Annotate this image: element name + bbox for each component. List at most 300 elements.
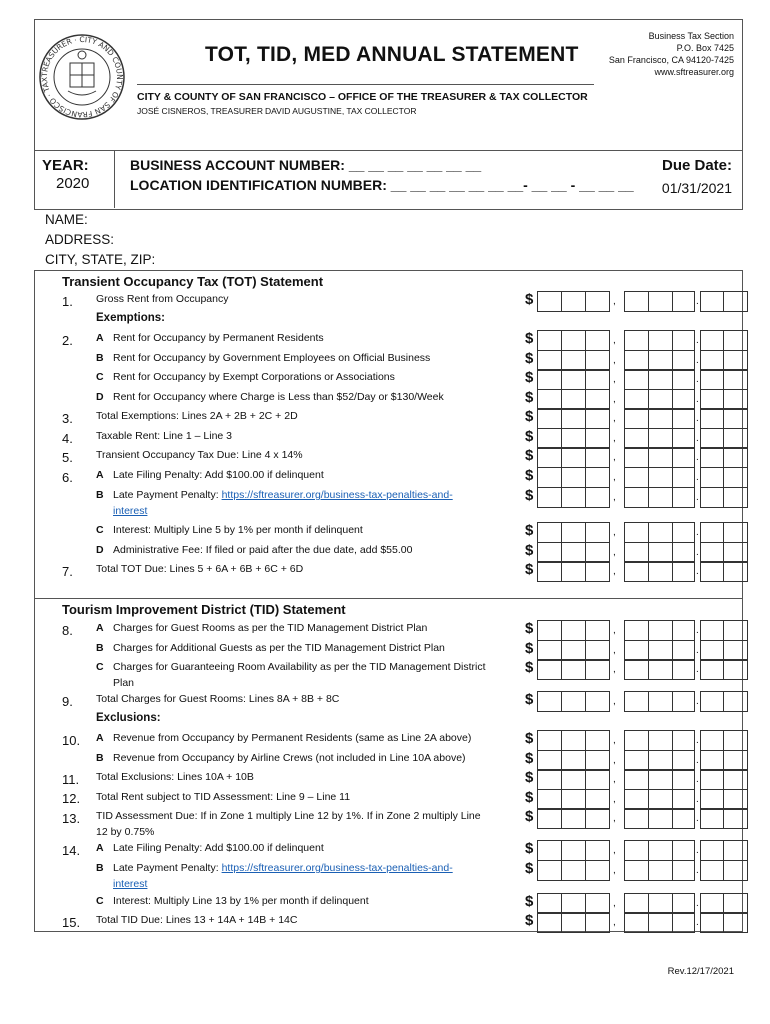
digit-cell[interactable] (537, 769, 562, 790)
digit-cell[interactable] (624, 467, 649, 488)
digit-cell[interactable] (648, 789, 673, 810)
amount-box[interactable] (523, 860, 723, 880)
digit-cell[interactable] (672, 428, 695, 449)
cents-cell[interactable] (700, 620, 724, 641)
cents-cell[interactable] (723, 620, 748, 641)
digit-cell[interactable] (624, 561, 649, 582)
digit-cell[interactable] (585, 769, 610, 790)
line-number: 14. (62, 843, 81, 858)
amount-box[interactable] (523, 522, 723, 542)
digit-cell[interactable] (624, 769, 649, 790)
digit-cell[interactable] (585, 730, 610, 751)
line-number: 2. (62, 333, 73, 348)
digit-cell[interactable] (672, 350, 695, 371)
amount-box[interactable] (523, 369, 723, 389)
digit-cell[interactable] (672, 447, 695, 468)
address-field[interactable]: ADDRESS: (45, 232, 115, 247)
penalties-link[interactable]: https://sftreasurer.org/business-tax-penalties-and- (221, 489, 453, 501)
amount-box[interactable] (523, 789, 723, 809)
digit-cell[interactable] (648, 522, 673, 543)
digit-cell[interactable] (624, 369, 649, 390)
cents-cell[interactable] (723, 291, 748, 312)
exclusions-heading: Exclusions: (96, 712, 161, 724)
digit-cell[interactable] (672, 912, 695, 933)
cents-cell[interactable] (723, 691, 748, 712)
digit-cell[interactable] (624, 730, 649, 751)
line-number: 12. (62, 791, 81, 806)
title-underline (137, 84, 594, 85)
amount-box[interactable] (523, 691, 723, 711)
digit-cell[interactable] (585, 542, 610, 563)
digit-cell[interactable] (624, 808, 649, 829)
cents-cell[interactable] (700, 350, 724, 371)
digit-cell[interactable] (561, 893, 586, 914)
dollar-sign: $ (525, 447, 534, 464)
digit-cell[interactable] (624, 408, 649, 429)
line-8a-label: Charges for Guest Rooms as per the TID Management District Plan (113, 622, 428, 634)
amount-box[interactable] (523, 808, 723, 828)
business-account-number[interactable]: BUSINESS ACCOUNT NUMBER: __ __ __ __ __ __ __ (130, 157, 482, 173)
amount-box[interactable] (523, 487, 723, 507)
digit-cell[interactable] (672, 291, 695, 312)
digit-cell[interactable] (624, 487, 649, 508)
digit-cell[interactable] (624, 750, 649, 771)
digit-cell[interactable] (537, 487, 562, 508)
digit-cell[interactable] (585, 522, 610, 543)
digit-cell[interactable] (537, 620, 562, 641)
digit-cell[interactable] (672, 561, 695, 582)
digit-cell[interactable] (537, 730, 562, 751)
line-7-label: Total TOT Due: Lines 5 + 6A + 6B + 6C + 6D (96, 563, 304, 575)
location-identification-number[interactable]: LOCATION IDENTIFICATION NUMBER: __ __ __ __ __ __ __- __ __ - __ __ __ (130, 177, 634, 193)
digit-cell[interactable] (537, 840, 562, 861)
dollar-sign: $ (525, 808, 534, 825)
cents-cell[interactable] (723, 750, 748, 771)
digit-cell[interactable] (561, 789, 586, 810)
amount-box[interactable] (523, 893, 723, 913)
digit-cell[interactable] (648, 691, 673, 712)
cents-cell[interactable] (700, 467, 724, 488)
digit-cell[interactable] (561, 291, 586, 312)
cents-cell[interactable] (700, 389, 724, 410)
digit-cell[interactable] (537, 640, 562, 661)
amount-box[interactable] (523, 750, 723, 770)
cents-cell[interactable] (700, 428, 724, 449)
cents-cell[interactable] (723, 330, 748, 351)
digit-cell[interactable] (561, 467, 586, 488)
digit-cell[interactable] (672, 522, 695, 543)
digit-cell[interactable] (585, 467, 610, 488)
digit-cell[interactable] (672, 769, 695, 790)
digit-cell[interactable] (648, 860, 673, 881)
due-date-value: 01/31/2021 (661, 180, 732, 196)
digit-cell[interactable] (585, 659, 610, 680)
digit-cell[interactable] (537, 522, 562, 543)
amount-box[interactable] (523, 840, 723, 860)
cents-cell[interactable] (700, 730, 724, 751)
digit-cell[interactable] (561, 640, 586, 661)
digit-cell[interactable] (624, 620, 649, 641)
digit-cell[interactable] (561, 691, 586, 712)
dollar-sign: $ (525, 542, 534, 559)
digit-cell[interactable] (585, 750, 610, 771)
decimal-point: . (696, 472, 699, 483)
amount-box[interactable] (523, 659, 723, 679)
digit-cell[interactable] (672, 408, 695, 429)
digit-cell[interactable] (585, 389, 610, 410)
digit-cell[interactable] (672, 789, 695, 810)
digit-cell[interactable] (648, 291, 673, 312)
digit-cell[interactable] (561, 350, 586, 371)
digit-cell[interactable] (672, 369, 695, 390)
cents-cell[interactable] (700, 659, 724, 680)
line-10a-label: Revenue from Occupancy by Permanent Residents (same as Line 2A above) (113, 732, 472, 744)
line-2b-label: Rent for Occupancy by Government Employees on Official Business (113, 352, 431, 364)
digit-cell[interactable] (648, 769, 673, 790)
line-letter: C (96, 661, 104, 673)
line-number: 3. (62, 411, 73, 426)
digit-cell[interactable] (624, 912, 649, 933)
digit-cell[interactable] (561, 487, 586, 508)
decimal-point: . (696, 492, 699, 503)
penalties-link[interactable]: https://sftreasurer.org/business-tax-penalties-and- (221, 862, 453, 874)
digit-cell[interactable] (624, 893, 649, 914)
cents-cell[interactable] (723, 542, 748, 563)
amount-box[interactable] (523, 350, 723, 370)
year-value: 2020 (56, 175, 90, 192)
dollar-sign: $ (525, 389, 534, 406)
digit-cell[interactable] (672, 640, 695, 661)
digit-cell[interactable] (561, 750, 586, 771)
digit-cell[interactable] (624, 350, 649, 371)
line-1-label: Gross Rent from Occupancy (96, 293, 229, 305)
amount-box[interactable] (523, 447, 723, 467)
amount-box[interactable] (523, 291, 723, 311)
digit-cell[interactable] (537, 428, 562, 449)
digit-cell[interactable] (672, 659, 695, 680)
digit-cell[interactable] (585, 330, 610, 351)
digit-cell[interactable] (672, 620, 695, 641)
digit-cell[interactable] (672, 467, 695, 488)
digit-cell[interactable] (585, 860, 610, 881)
amount-box[interactable] (523, 640, 723, 660)
thousands-comma: , (613, 452, 616, 463)
digit-cell[interactable] (672, 389, 695, 410)
dollar-sign: $ (525, 350, 534, 367)
cents-cell[interactable] (700, 561, 724, 582)
cents-cell[interactable] (700, 640, 724, 661)
cents-cell[interactable] (723, 659, 748, 680)
digit-cell[interactable] (537, 291, 562, 312)
digit-cell[interactable] (537, 789, 562, 810)
cents-cell[interactable] (723, 808, 748, 829)
digit-cell[interactable] (561, 561, 586, 582)
cents-cell[interactable] (700, 893, 724, 914)
decimal-point: . (696, 917, 699, 928)
digit-cell[interactable] (561, 428, 586, 449)
dollar-sign: $ (525, 840, 534, 857)
digit-cell[interactable] (672, 860, 695, 881)
digit-cell[interactable] (648, 389, 673, 410)
digit-cell[interactable] (648, 542, 673, 563)
digit-cell[interactable] (537, 542, 562, 563)
digit-cell[interactable] (537, 808, 562, 829)
cents-cell[interactable] (700, 291, 724, 312)
amount-box[interactable] (523, 428, 723, 448)
digit-cell[interactable] (537, 750, 562, 771)
amount-box[interactable] (523, 912, 723, 932)
cents-cell[interactable] (723, 389, 748, 410)
digit-cell[interactable] (537, 893, 562, 914)
thousands-comma: , (613, 755, 616, 766)
digit-cell[interactable] (585, 640, 610, 661)
cents-cell[interactable] (700, 542, 724, 563)
digit-cell[interactable] (585, 447, 610, 468)
cents-cell[interactable] (700, 750, 724, 771)
digit-cell[interactable] (585, 291, 610, 312)
digit-cell[interactable] (585, 808, 610, 829)
digit-cell[interactable] (624, 389, 649, 410)
digit-cell[interactable] (648, 912, 673, 933)
thousands-comma: , (613, 735, 616, 746)
amount-box[interactable] (523, 389, 723, 409)
digit-cell[interactable] (585, 840, 610, 861)
line-4-label: Taxable Rent: Line 1 – Line 3 (96, 430, 233, 442)
digit-cell[interactable] (561, 840, 586, 861)
digit-cell[interactable] (537, 561, 562, 582)
line-number: 10. (62, 733, 81, 748)
digit-cell[interactable] (648, 350, 673, 371)
digit-cell[interactable] (648, 750, 673, 771)
digit-cell[interactable] (537, 408, 562, 429)
digit-cell[interactable] (624, 428, 649, 449)
cents-cell[interactable] (723, 789, 748, 810)
digit-cell[interactable] (537, 350, 562, 371)
digit-cell[interactable] (537, 447, 562, 468)
digit-cell[interactable] (624, 542, 649, 563)
digit-cell[interactable] (648, 408, 673, 429)
digit-cell[interactable] (585, 789, 610, 810)
cents-cell[interactable] (700, 447, 724, 468)
digit-cell[interactable] (648, 369, 673, 390)
digit-cell[interactable] (624, 447, 649, 468)
digit-cell[interactable] (648, 467, 673, 488)
cents-cell[interactable] (700, 808, 724, 829)
digit-cell[interactable] (672, 330, 695, 351)
cents-cell[interactable] (723, 860, 748, 881)
digit-cell[interactable] (585, 408, 610, 429)
cents-cell[interactable] (700, 912, 724, 933)
digit-cell[interactable] (561, 447, 586, 468)
digit-cell[interactable] (648, 840, 673, 861)
city-state-zip-field[interactable]: CITY, STATE, ZIP: (45, 252, 156, 267)
cents-cell[interactable] (723, 447, 748, 468)
cents-cell[interactable] (700, 522, 724, 543)
digit-cell[interactable] (585, 369, 610, 390)
digit-cell[interactable] (537, 467, 562, 488)
cents-cell[interactable] (700, 487, 724, 508)
digit-cell[interactable] (624, 330, 649, 351)
digit-cell[interactable] (624, 640, 649, 661)
digit-cell[interactable] (648, 330, 673, 351)
cents-cell[interactable] (723, 467, 748, 488)
amount-box[interactable] (523, 561, 723, 581)
digit-cell[interactable] (648, 447, 673, 468)
year-divider (114, 150, 115, 208)
digit-cell[interactable] (648, 561, 673, 582)
digit-cell[interactable] (672, 542, 695, 563)
cents-cell[interactable] (700, 369, 724, 390)
digit-cell[interactable] (537, 912, 562, 933)
digit-cell[interactable] (624, 291, 649, 312)
digit-cell[interactable] (648, 659, 673, 680)
digit-cell[interactable] (648, 640, 673, 661)
cents-cell[interactable] (723, 369, 748, 390)
cents-cell[interactable] (723, 428, 748, 449)
digit-cell[interactable] (561, 659, 586, 680)
cents-cell[interactable] (723, 522, 748, 543)
penalties-link-continued[interactable]: interest (113, 878, 148, 890)
digit-cell[interactable] (561, 620, 586, 641)
amount-box[interactable] (523, 542, 723, 562)
dollar-sign: $ (525, 860, 534, 877)
dollar-sign: $ (525, 659, 534, 676)
digit-cell[interactable] (537, 369, 562, 390)
amount-box[interactable] (523, 467, 723, 487)
svg-text:TREASURER · CITY AND COUNTY OF: TREASURER · CITY AND COUNTY OF SAN FRANCISCO · TAX (39, 34, 125, 120)
digit-cell[interactable] (585, 487, 610, 508)
digit-cell[interactable] (624, 840, 649, 861)
agency-name: CITY & COUNTY OF SAN FRANCISCO – OFFICE OF THE TREASURER & TAX COLLECTOR (137, 91, 588, 103)
cents-cell[interactable] (723, 487, 748, 508)
digit-cell[interactable] (561, 912, 586, 933)
line-6d-label: Administrative Fee: If filed or paid after the due date, add $55.00 (113, 544, 413, 556)
cents-cell[interactable] (723, 893, 748, 914)
decimal-point: . (696, 755, 699, 766)
thousands-comma: , (613, 625, 616, 636)
digit-cell[interactable] (561, 542, 586, 563)
digit-cell[interactable] (561, 369, 586, 390)
digit-cell[interactable] (537, 389, 562, 410)
digit-cell[interactable] (585, 428, 610, 449)
digit-cell[interactable] (585, 893, 610, 914)
digit-cell[interactable] (561, 860, 586, 881)
digit-cell[interactable] (624, 789, 649, 810)
cents-cell[interactable] (723, 408, 748, 429)
digit-cell[interactable] (672, 487, 695, 508)
digit-cell[interactable] (672, 893, 695, 914)
cents-cell[interactable] (700, 691, 724, 712)
digit-cell[interactable] (561, 389, 586, 410)
digit-cell[interactable] (624, 860, 649, 881)
line-14b-text: Late Payment Penalty: (113, 862, 222, 874)
digit-cell[interactable] (585, 561, 610, 582)
thousands-comma: , (613, 566, 616, 577)
digit-cell[interactable] (648, 730, 673, 751)
amount-box[interactable] (523, 730, 723, 750)
line-number: 5. (62, 450, 73, 465)
cents-cell[interactable] (700, 408, 724, 429)
amount-box[interactable] (523, 408, 723, 428)
cents-cell[interactable] (700, 330, 724, 351)
header-divider (34, 150, 742, 151)
digit-cell[interactable] (537, 330, 562, 351)
cents-cell[interactable] (700, 860, 724, 881)
digit-cell[interactable] (537, 691, 562, 712)
digit-cell[interactable] (561, 730, 586, 751)
digit-cell[interactable] (561, 408, 586, 429)
decimal-point: . (696, 433, 699, 444)
penalties-link-continued[interactable]: interest (113, 505, 148, 517)
thousands-comma: , (613, 813, 616, 824)
digit-cell[interactable] (648, 487, 673, 508)
line-8c-label-continued: Plan (113, 677, 135, 689)
digit-cell[interactable] (561, 808, 586, 829)
digit-cell[interactable] (648, 428, 673, 449)
digit-cell[interactable] (672, 750, 695, 771)
digit-cell[interactable] (561, 522, 586, 543)
decimal-point: . (696, 813, 699, 824)
digit-cell[interactable] (672, 808, 695, 829)
amount-box[interactable] (523, 620, 723, 640)
digit-cell[interactable] (585, 912, 610, 933)
cents-cell[interactable] (723, 640, 748, 661)
decimal-point: . (696, 794, 699, 805)
digit-cell[interactable] (672, 691, 695, 712)
digit-cell[interactable] (537, 860, 562, 881)
dollar-sign: $ (525, 789, 534, 806)
cents-cell[interactable] (723, 769, 748, 790)
digit-cell[interactable] (648, 620, 673, 641)
line-letter: C (96, 371, 104, 383)
digit-cell[interactable] (648, 808, 673, 829)
cents-cell[interactable] (723, 561, 748, 582)
digit-cell[interactable] (585, 350, 610, 371)
digit-cell[interactable] (672, 840, 695, 861)
name-field[interactable]: NAME: (45, 212, 88, 227)
tax-collector-name: DAVID AUGUSTINE, TAX COLLECTOR (265, 106, 417, 116)
amount-box[interactable] (523, 330, 723, 350)
digit-cell[interactable] (672, 730, 695, 751)
thousands-comma: , (613, 794, 616, 805)
digit-cell[interactable] (561, 769, 586, 790)
decimal-point: . (696, 374, 699, 385)
cents-cell[interactable] (723, 730, 748, 751)
cents-cell[interactable] (723, 350, 748, 371)
thousands-comma: , (613, 335, 616, 346)
amount-box[interactable] (523, 769, 723, 789)
line-2a-label: Rent for Occupancy by Permanent Residents (113, 332, 324, 344)
digit-cell[interactable] (585, 691, 610, 712)
digit-cell[interactable] (624, 522, 649, 543)
cents-cell[interactable] (700, 769, 724, 790)
digit-cell[interactable] (585, 620, 610, 641)
cents-cell[interactable] (700, 789, 724, 810)
decimal-point: . (696, 547, 699, 558)
digit-cell[interactable] (624, 659, 649, 680)
cents-cell[interactable] (723, 912, 748, 933)
line-letter: C (96, 895, 104, 907)
line-letter: A (96, 469, 104, 481)
digit-cell[interactable] (537, 659, 562, 680)
digit-cell[interactable] (648, 893, 673, 914)
thousands-comma: , (613, 355, 616, 366)
cents-cell[interactable] (700, 840, 724, 861)
exemptions-heading: Exemptions: (96, 312, 166, 324)
digit-cell[interactable] (624, 691, 649, 712)
cents-cell[interactable] (723, 840, 748, 861)
digit-cell[interactable] (561, 330, 586, 351)
